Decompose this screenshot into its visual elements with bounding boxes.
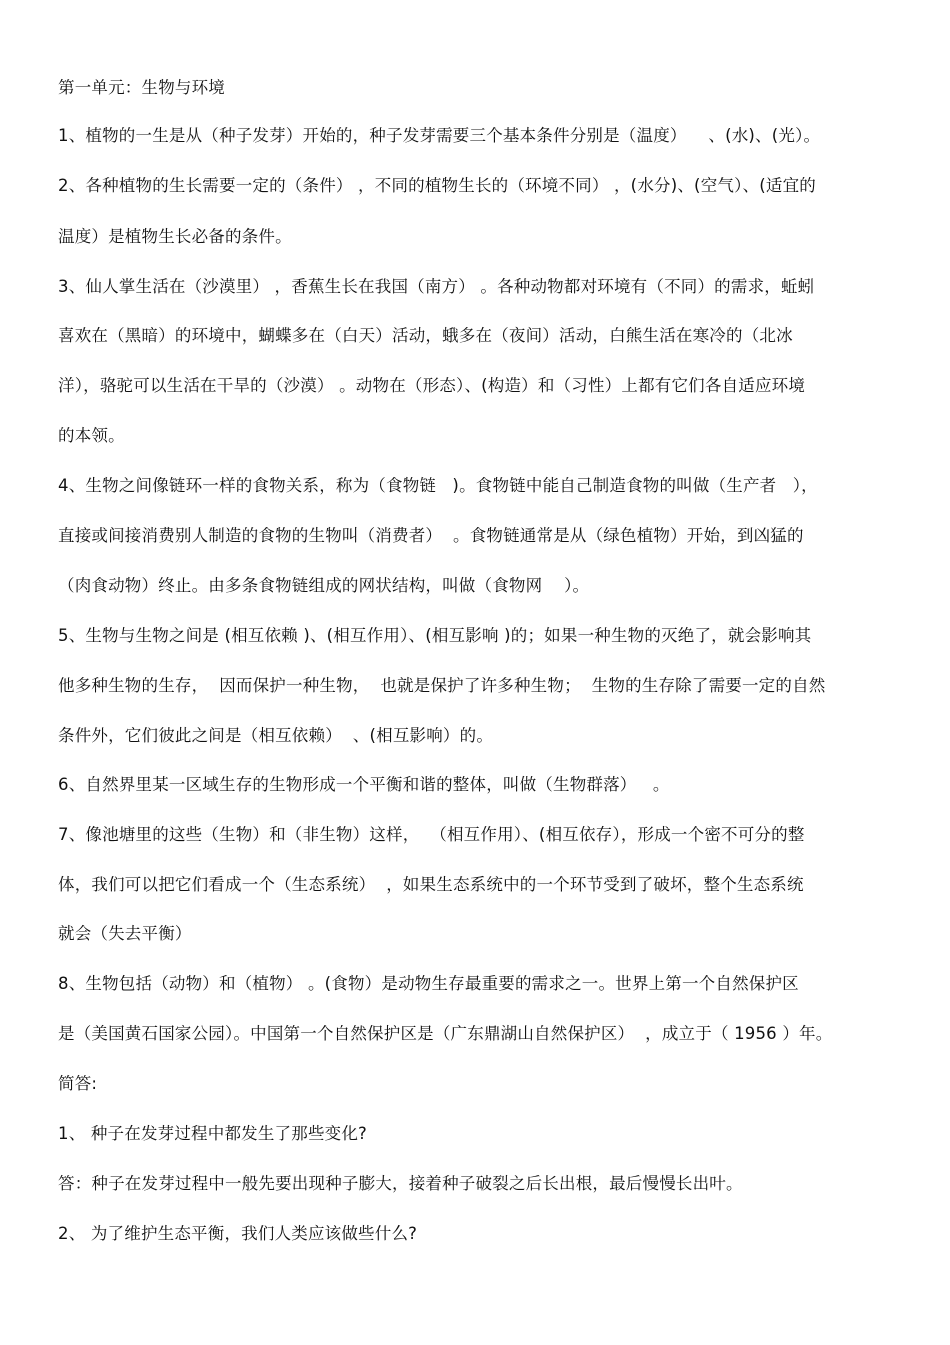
item-4-text-line-2: 直接或间接消费别人制造的食物的生物叫（消费者） 。食物链通常是从（绿色植物）开始，到凶猛的	[58, 526, 804, 545]
item-3-text-line-2: 喜欢在（黑暗）的环境中，蝴蝶多在（白天）活动，蛾多在（夜间）活动，白熊生活在寒冷的（北冰	[58, 326, 793, 345]
item-4-text-line-1: 4、生物之间像链环一样的食物关系，称为（食物链 )。食物链中能自己制造食物的叫做（生产者 ），	[58, 476, 818, 495]
item-5-text-line-2: 他多种生物的生存， 因而保护一种生物， 也就是保护了许多种生物； 生物的生存除了需要一定的自然	[58, 676, 826, 695]
item-2-text-line-1: 2、各种植物的生长需要一定的（条件） ，不同的植物生长的（环境不同） ，(水分)、(空气）、(适宜的	[58, 176, 816, 195]
item-8-text-line-2: 是（美国黄石国家公园）。中国第一个自然保护区是（广东鼎湖山自然保护区） ，成立于（ 1956 ）年。	[58, 1024, 833, 1043]
unit-title: 第一单元：生物与环境	[58, 78, 225, 97]
item-2-text-line-2: 温度）是植物生长必备的条件。	[58, 227, 292, 246]
short-answer-heading: 简答:	[58, 1074, 98, 1093]
item-4-text-line-3: （肉食动物）终止。由多条食物链组成的网状结构，叫做（食物网 ）。	[58, 576, 590, 595]
item-7-text-line-2: 体，我们可以把它们看成一个（生态系统） ，如果生态系统中的一个环节受到了破坏，整个生态系统	[58, 875, 804, 894]
item-7-text-line-1: 7、像池塘里的这些（生物）和（非生物）这样， （相互作用）、(相互依存），形成一个密不可分的整	[58, 825, 805, 844]
question-1: 1、 种子在发芽过程中都发生了那些变化?	[58, 1124, 368, 1143]
item-1-text: 1、植物的一生是从（种子发芽）开始的，种子发芽需要三个基本条件分别是（温度） 、(水)、(光）。	[58, 126, 821, 145]
answer-1: 答：种子在发芽过程中一般先要出现种子膨大，接着种子破裂之后长出根，最后慢慢长出叶。	[58, 1174, 743, 1193]
item-3-text-line-3: 洋），骆驼可以生活在干旱的（沙漠） 。动物在（形态）、(构造）和（习性）上都有它们各自适应环境	[58, 376, 806, 395]
item-7-text-line-3: 就会（失去平衡）	[58, 924, 192, 943]
question-2: 2、 为了维护生态平衡，我们人类应该做些什么?	[58, 1224, 418, 1243]
item-5-text-line-1: 5、生物与生物之间是 (相互依赖 )、(相互作用）、(相互影响 )的；如果一种生物的灭绝了，就会影响其	[58, 626, 812, 645]
item-3-text-line-4: 的本领。	[58, 426, 125, 445]
item-8-text-line-1: 8、生物包括（动物）和（植物） 。(食物）是动物生存最重要的需求之一。世界上第一个自然保护区	[58, 974, 799, 993]
item-3-text-line-1: 3、仙人掌生活在（沙漠里） ，香蕉生长在我国（南方） 。各种动物都对环境有（不同）的需求，蚯蚓	[58, 277, 815, 296]
item-6-text: 6、自然界里某一区域生存的生物形成一个平衡和谐的整体，叫做（生物群落） 。	[58, 775, 670, 794]
item-5-text-line-3: 条件外，它们彼此之间是（相互依赖） 、(相互影响）的。	[58, 726, 494, 745]
